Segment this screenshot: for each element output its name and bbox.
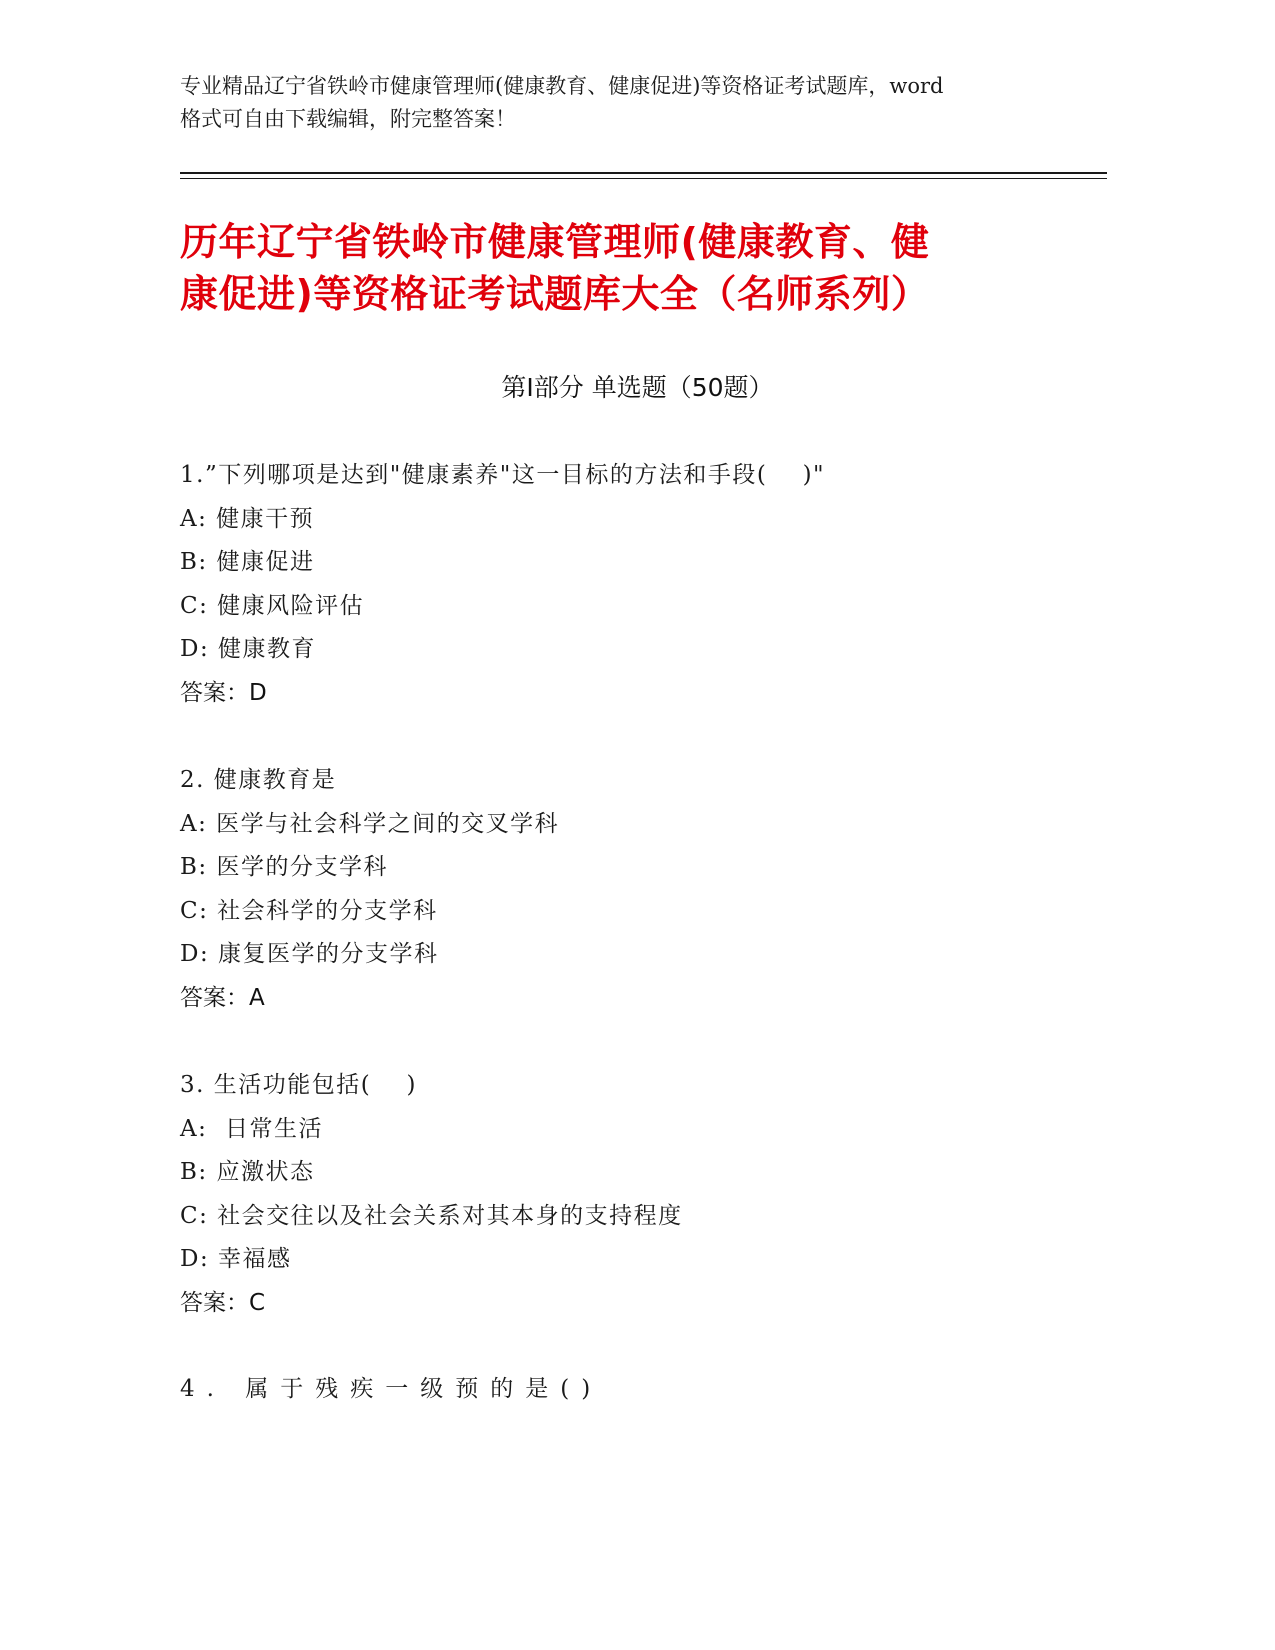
header-line-2: 格式可自由下载编辑，附完整答案！ bbox=[180, 107, 516, 131]
option-a: A: 日常生活 bbox=[180, 1115, 323, 1142]
option-c: C: 社会科学的分支学科 bbox=[180, 897, 438, 924]
document-title bbox=[180, 216, 1080, 320]
option-a: A: 健康干预 bbox=[180, 505, 315, 532]
answer-value: C bbox=[249, 1289, 266, 1316]
answer-value: A bbox=[249, 984, 265, 1011]
question-3 bbox=[180, 1064, 1120, 1326]
option-a: A: 医学与社会科学之间的交叉学科 bbox=[180, 810, 560, 837]
section-heading: 第Ⅰ部分 单选题（50题） bbox=[501, 373, 774, 402]
header-rule-thin bbox=[180, 178, 1107, 179]
question-stem: 2. 健康教育是 bbox=[180, 767, 337, 793]
answer-line bbox=[180, 977, 1120, 1021]
header-line-1: 专业精品辽宁省铁岭市健康管理师(健康教育、健康促进)等资格证考试题库，word bbox=[180, 74, 944, 98]
option-c: C: 社会交往以及社会关系对其本身的支持程度 bbox=[180, 1202, 683, 1229]
document-header-note bbox=[180, 70, 1060, 136]
option-b: B: 健康促进 bbox=[180, 549, 315, 576]
option-c: C: 健康风险评估 bbox=[180, 592, 365, 619]
answer-line bbox=[180, 1282, 1120, 1326]
answer-label: 答案： bbox=[180, 679, 249, 706]
title-line-2: 康促进)等资格证考试题库大全（名师系列） bbox=[180, 272, 930, 316]
title-line-1: 历年辽宁省铁岭市健康管理师(健康教育、健 bbox=[180, 220, 930, 264]
option-d: D: 康复医学的分支学科 bbox=[180, 941, 439, 968]
option-b: B: 应激状态 bbox=[180, 1159, 315, 1186]
question-stem: 1.”下列哪项是达到"健康素养"这一目标的方法和手段( )" bbox=[180, 462, 826, 488]
question-1 bbox=[180, 454, 1120, 716]
answer-label: 答案： bbox=[180, 1289, 249, 1316]
answer-value: D bbox=[249, 679, 267, 706]
question-2 bbox=[180, 759, 1120, 1021]
question-stem: 4. 属于残疾一级预的是() bbox=[180, 1376, 603, 1402]
answer-line bbox=[180, 672, 1120, 716]
question-stem: 3. 生活功能包括( ) bbox=[180, 1072, 417, 1098]
header-rule-thick bbox=[180, 172, 1107, 174]
option-b: B: 医学的分支学科 bbox=[180, 854, 388, 881]
option-d: D: 健康教育 bbox=[180, 636, 317, 663]
question-4 bbox=[180, 1368, 1120, 1412]
answer-label: 答案： bbox=[180, 984, 249, 1011]
option-d: D: 幸福感 bbox=[180, 1246, 292, 1273]
